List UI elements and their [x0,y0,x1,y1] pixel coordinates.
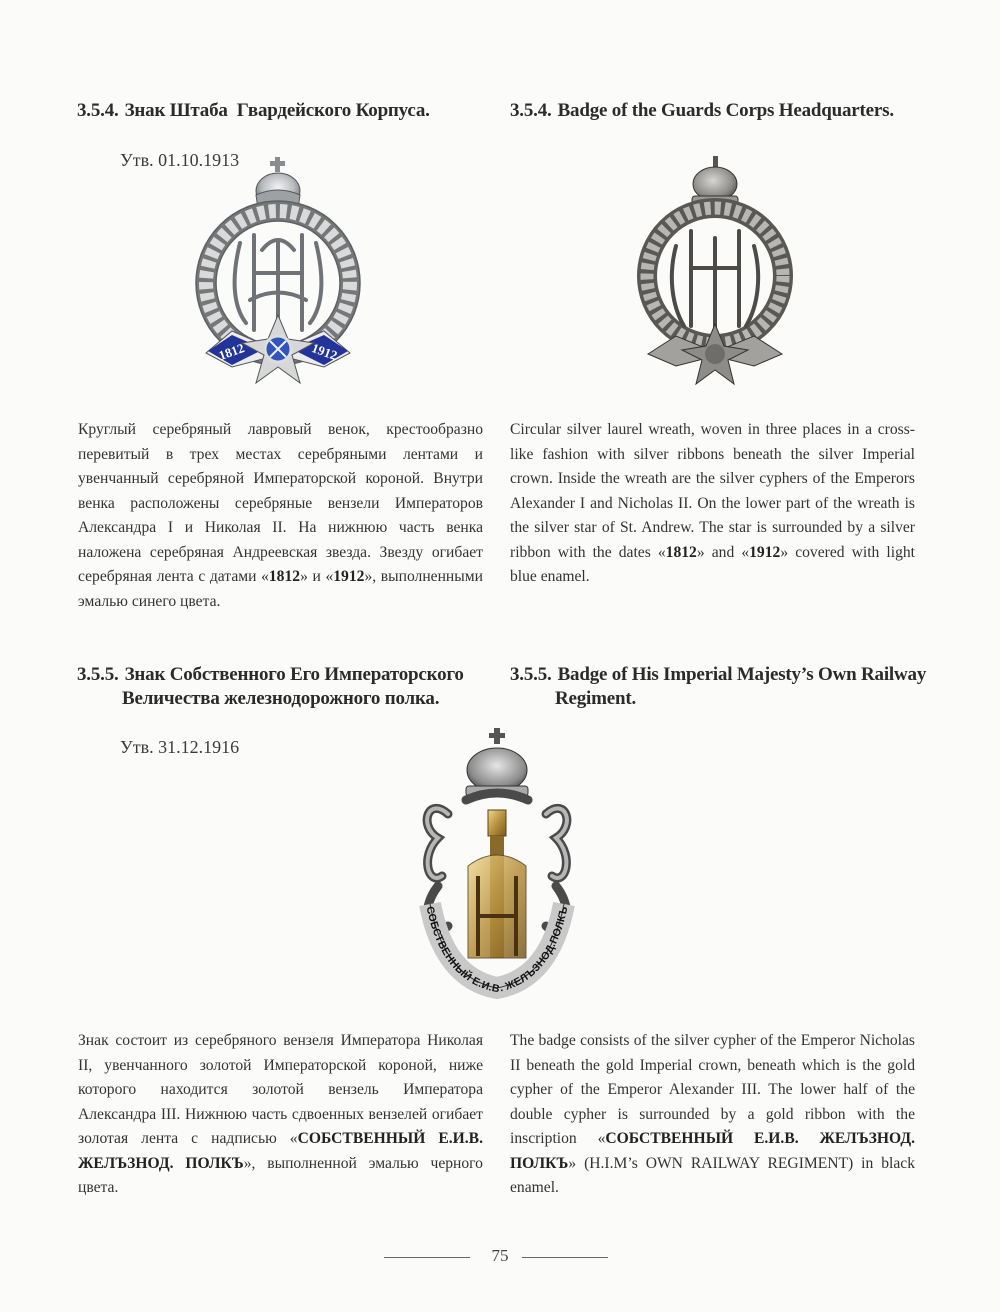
section-355-ru-title-line2: Величества железнодорожного полка. [122,688,440,709]
section-354-en-description: Circular silver laurel wreath, woven in three places in a cross-like fashion with silver ribbons beneath the silver Imperial crown. Inside the wreath are the silver cyphers of the Emperors Alexander I and Nicholas II. On the lower part of the wreath is the silver star of St. Andrew. The star is surrounded by a silver ribbon with the dates «1812» and «1912» covered with light blue enamel. [510,421,916,585]
section-354-ru-number: 3.5.4. [77,100,119,121]
gold-cypher-icon [468,810,526,958]
section-355-en-title-line2: Regiment. [555,688,637,709]
page-number-rule-right [522,1257,608,1258]
crown-icon [466,728,528,796]
section-354-en-title: Badge of the Guards Corps Headquarters. [557,100,894,121]
section-355-ru-heading [77,663,507,711]
ribbon-inscription: СОБСТВЕННЫЙ Е.И.В. ЖЕЛЪЗНОД.ПОЛКЪ [423,905,571,996]
section-355-ru-description: Знак состоит из серебряного вензеля Императора Николая II, увенчанного золотой Императорской короной, ниже которого находится золотой вензель Императора Александра III. Нижнюю часть сдвоенных вензелей огибает золотая лента с надписью «СОБСТВЕННЫЙ Е.И.В. ЖЕЛЪЗНОД. ПОЛКЪ», выполненной эмалью черного цвета. [78,1032,483,1196]
railway-regiment-badge-image [408,726,586,1002]
crown-icon [692,156,738,204]
approval-date-1916: Утв. 31.12.1916 [120,737,240,757]
section-354-ru-heading [77,99,497,123]
section-355-en-heading [510,663,940,711]
section-355-en-title-line1: Badge of His Imperial Majesty’s Own Railway [557,664,927,685]
ribbon-date-left: 1812 [216,340,247,364]
section-355-ru-title-line1: Знак Собственного Его Императорского [124,664,464,685]
section-354-ru-title: Знак Штаба Гвардейского Корпуса. [124,100,430,121]
guards-corps-badge-silver-image [636,156,796,388]
section-355-en-number: 3.5.5. [510,664,552,685]
section-355-en-description: The badge consists of the silver cypher of the Emperor Nicholas II beneath the gold Imperial crown, beneath which is the gold cypher of the Emperor Alexander III. The lower half of the double cypher is surrounded by a gold ribbon with the inscription «СОБСТВЕННЫЙ Е.И.В. ЖЕЛЪЗНОД. ПОЛКЪ» (H.I.M’s OWN RAILWAY REGIMENT) in black enamel. [510,1032,915,1196]
section-354-ru-description: Круглый серебряный лавровый венок, крестообразно перевитый в трех местах серебряными лентами и увенчанный серебряной Императорской короной. Внутри венка расположены серебряные вензели Императоров Александра I и Николая II. На нижнюю часть венка наложена серебряная Андреевская звезда. Звезду огибает серебряная лента с датами «1812» и «1912», выполненными эмалью синего цвета. [78,421,483,610]
imperial-cypher-icon [672,231,758,328]
section-354-en-number: 3.5.4. [510,100,552,121]
approval-date-1913: Утв. 01.10.1913 [120,150,240,170]
page-number-rule-left [384,1257,470,1258]
section-355-ru-number: 3.5.5. [77,664,119,685]
section-354-en-heading [510,99,930,123]
page-number: 75 [491,1246,509,1265]
ribbon-date-right: 1912 [309,340,340,364]
guards-corps-badge-enamel-image [192,155,364,387]
